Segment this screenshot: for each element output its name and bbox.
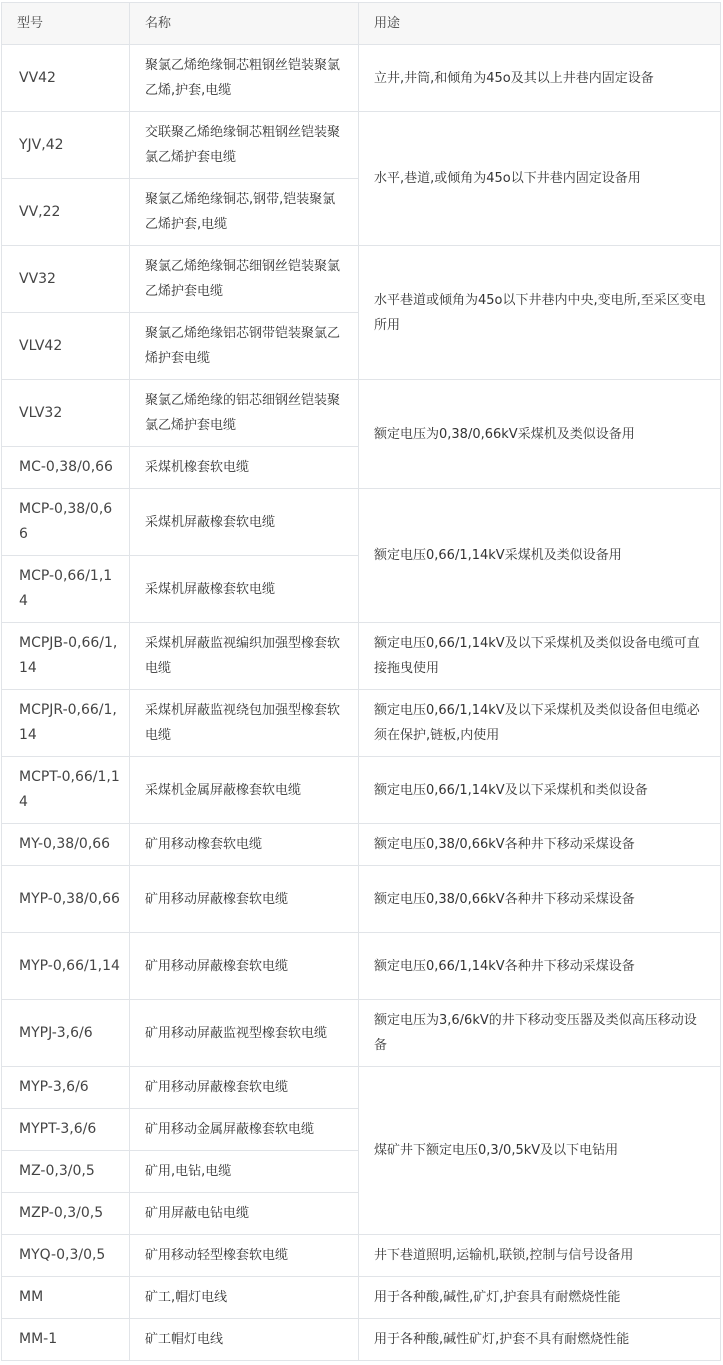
model-cell: MZP-0,3/0,5 — [2, 1193, 130, 1235]
model-cell: MCP-0,66/1,14 — [2, 556, 130, 623]
table-row — [2, 690, 721, 757]
model-cell: MZ-0,3/0,5 — [2, 1151, 130, 1193]
table-row — [2, 1000, 721, 1067]
table-row — [2, 623, 721, 690]
model-cell: MC-0,38/0,66 — [2, 447, 130, 489]
usage-cell: 额定电压0,66/1,14kV采煤机及类似设备用 — [359, 489, 721, 623]
name-cell: 矿工帽灯电线 — [130, 1319, 359, 1361]
table-row — [2, 757, 721, 824]
table-row — [2, 1277, 721, 1319]
model-cell: MM — [2, 1277, 130, 1319]
name-cell: 矿用移动屏蔽橡套软电缆 — [130, 1067, 359, 1109]
header-usage: 用途 — [359, 3, 721, 45]
name-cell: 矿用移动屏蔽监视型橡套软电缆 — [130, 1000, 359, 1067]
model-cell: VLV32 — [2, 380, 130, 447]
name-cell: 矿用移动橡套软电缆 — [130, 824, 359, 866]
model-cell: YJV,42 — [2, 112, 130, 179]
name-cell: 矿工,帽灯电线 — [130, 1277, 359, 1319]
usage-cell: 水平巷道或倾角为45o以下井巷内中央,变电所,至采区变电所用 — [359, 246, 721, 380]
name-cell: 矿用,电钻,电缆 — [130, 1151, 359, 1193]
usage-cell: 额定电压0,66/1,14kV及以下采煤机和类似设备 — [359, 757, 721, 824]
name-cell: 交联聚乙烯绝缘铜芯粗钢丝铠装聚氯乙烯护套电缆 — [130, 112, 359, 179]
model-cell: MYPJ-3,6/6 — [2, 1000, 130, 1067]
model-cell: VV42 — [2, 45, 130, 112]
model-cell: MYQ-0,3/0,5 — [2, 1235, 130, 1277]
usage-cell: 煤矿井下额定电压0,3/0,5kV及以下电钻用 — [359, 1067, 721, 1235]
table-row — [2, 1319, 721, 1361]
model-cell: MCP-0,38/0,66 — [2, 489, 130, 556]
name-cell: 矿用移动金属屏蔽橡套软电缆 — [130, 1109, 359, 1151]
table-row — [2, 866, 721, 933]
name-cell: 采煤机屏蔽橡套软电缆 — [130, 556, 359, 623]
usage-cell: 额定电压0,38/0,66kV各种井下移动采煤设备 — [359, 866, 721, 933]
table-row — [2, 45, 721, 112]
header-row — [2, 3, 721, 45]
cable-table — [1, 2, 721, 1361]
model-cell: MY-0,38/0,66 — [2, 824, 130, 866]
model-cell: MYPT-3,6/6 — [2, 1109, 130, 1151]
usage-cell: 用于各种酸,碱性矿灯,护套不具有耐燃烧性能 — [359, 1319, 721, 1361]
name-cell: 采煤机屏蔽橡套软电缆 — [130, 489, 359, 556]
model-cell: MCPT-0,66/1,14 — [2, 757, 130, 824]
model-cell: MYP-3,6/6 — [2, 1067, 130, 1109]
model-cell: MYP-0,66/1,14 — [2, 933, 130, 1000]
name-cell: 采煤机屏蔽监视编织加强型橡套软电缆 — [130, 623, 359, 690]
usage-cell: 额定电压0,38/0,66kV各种井下移动采煤设备 — [359, 824, 721, 866]
name-cell: 聚氯乙烯绝缘铜芯细钢丝铠装聚氯乙烯护套电缆 — [130, 246, 359, 313]
name-cell: 聚氯乙烯绝缘铜芯,钢带,铠装聚氯乙烯护套,电缆 — [130, 179, 359, 246]
name-cell: 采煤机屏蔽监视绕包加强型橡套软电缆 — [130, 690, 359, 757]
name-cell: 采煤机橡套软电缆 — [130, 447, 359, 489]
model-cell: VLV42 — [2, 313, 130, 380]
name-cell: 聚氯乙烯绝缘的铝芯细钢丝铠装聚氯乙烯护套电缆 — [130, 380, 359, 447]
usage-cell: 井下巷道照明,运输机,联锁,控制与信号设备用 — [359, 1235, 721, 1277]
table-row — [2, 1067, 721, 1109]
header-name: 名称 — [130, 3, 359, 45]
usage-cell: 额定电压0,66/1,14kV及以下采煤机及类似设备电缆可直接拖曳使用 — [359, 623, 721, 690]
model-cell: MCPJB-0,66/1,14 — [2, 623, 130, 690]
model-cell: VV32 — [2, 246, 130, 313]
usage-cell: 额定电压为3,6/6kV的井下移动变压器及类似高压移动设备 — [359, 1000, 721, 1067]
header-model: 型号 — [2, 3, 130, 45]
name-cell: 矿用移动轻型橡套软电缆 — [130, 1235, 359, 1277]
usage-cell: 水平,巷道,或倾角为45o以下井巷内固定设备用 — [359, 112, 721, 246]
table-row — [2, 1235, 721, 1277]
name-cell: 聚氯乙烯绝缘铜芯粗钢丝铠装聚氯乙烯,护套,电缆 — [130, 45, 359, 112]
name-cell: 采煤机金属屏蔽橡套软电缆 — [130, 757, 359, 824]
name-cell: 聚氯乙烯绝缘铝芯钢带铠装聚氯乙烯护套电缆 — [130, 313, 359, 380]
name-cell: 矿用屏蔽电钻电缆 — [130, 1193, 359, 1235]
model-cell: MCPJR-0,66/1,14 — [2, 690, 130, 757]
usage-cell: 额定电压0,66/1,14kV各种井下移动采煤设备 — [359, 933, 721, 1000]
usage-cell: 立井,井筒,和倾角为45o及其以上井巷内固定设备 — [359, 45, 721, 112]
usage-cell: 额定电压0,66/1,14kV及以下采煤机及类似设备但电缆必须在保护,链板,内使用 — [359, 690, 721, 757]
usage-cell: 用于各种酸,碱性,矿灯,护套具有耐燃烧性能 — [359, 1277, 721, 1319]
table-row — [2, 246, 721, 313]
model-cell: VV,22 — [2, 179, 130, 246]
table-row — [2, 933, 721, 1000]
table-row — [2, 824, 721, 866]
table-row — [2, 380, 721, 447]
table-row — [2, 489, 721, 556]
usage-cell: 额定电压为0,38/0,66kV采煤机及类似设备用 — [359, 380, 721, 489]
name-cell: 矿用移动屏蔽橡套软电缆 — [130, 933, 359, 1000]
name-cell: 矿用移动屏蔽橡套软电缆 — [130, 866, 359, 933]
model-cell: MM-1 — [2, 1319, 130, 1361]
table-row — [2, 112, 721, 179]
model-cell: MYP-0,38/0,66 — [2, 866, 130, 933]
